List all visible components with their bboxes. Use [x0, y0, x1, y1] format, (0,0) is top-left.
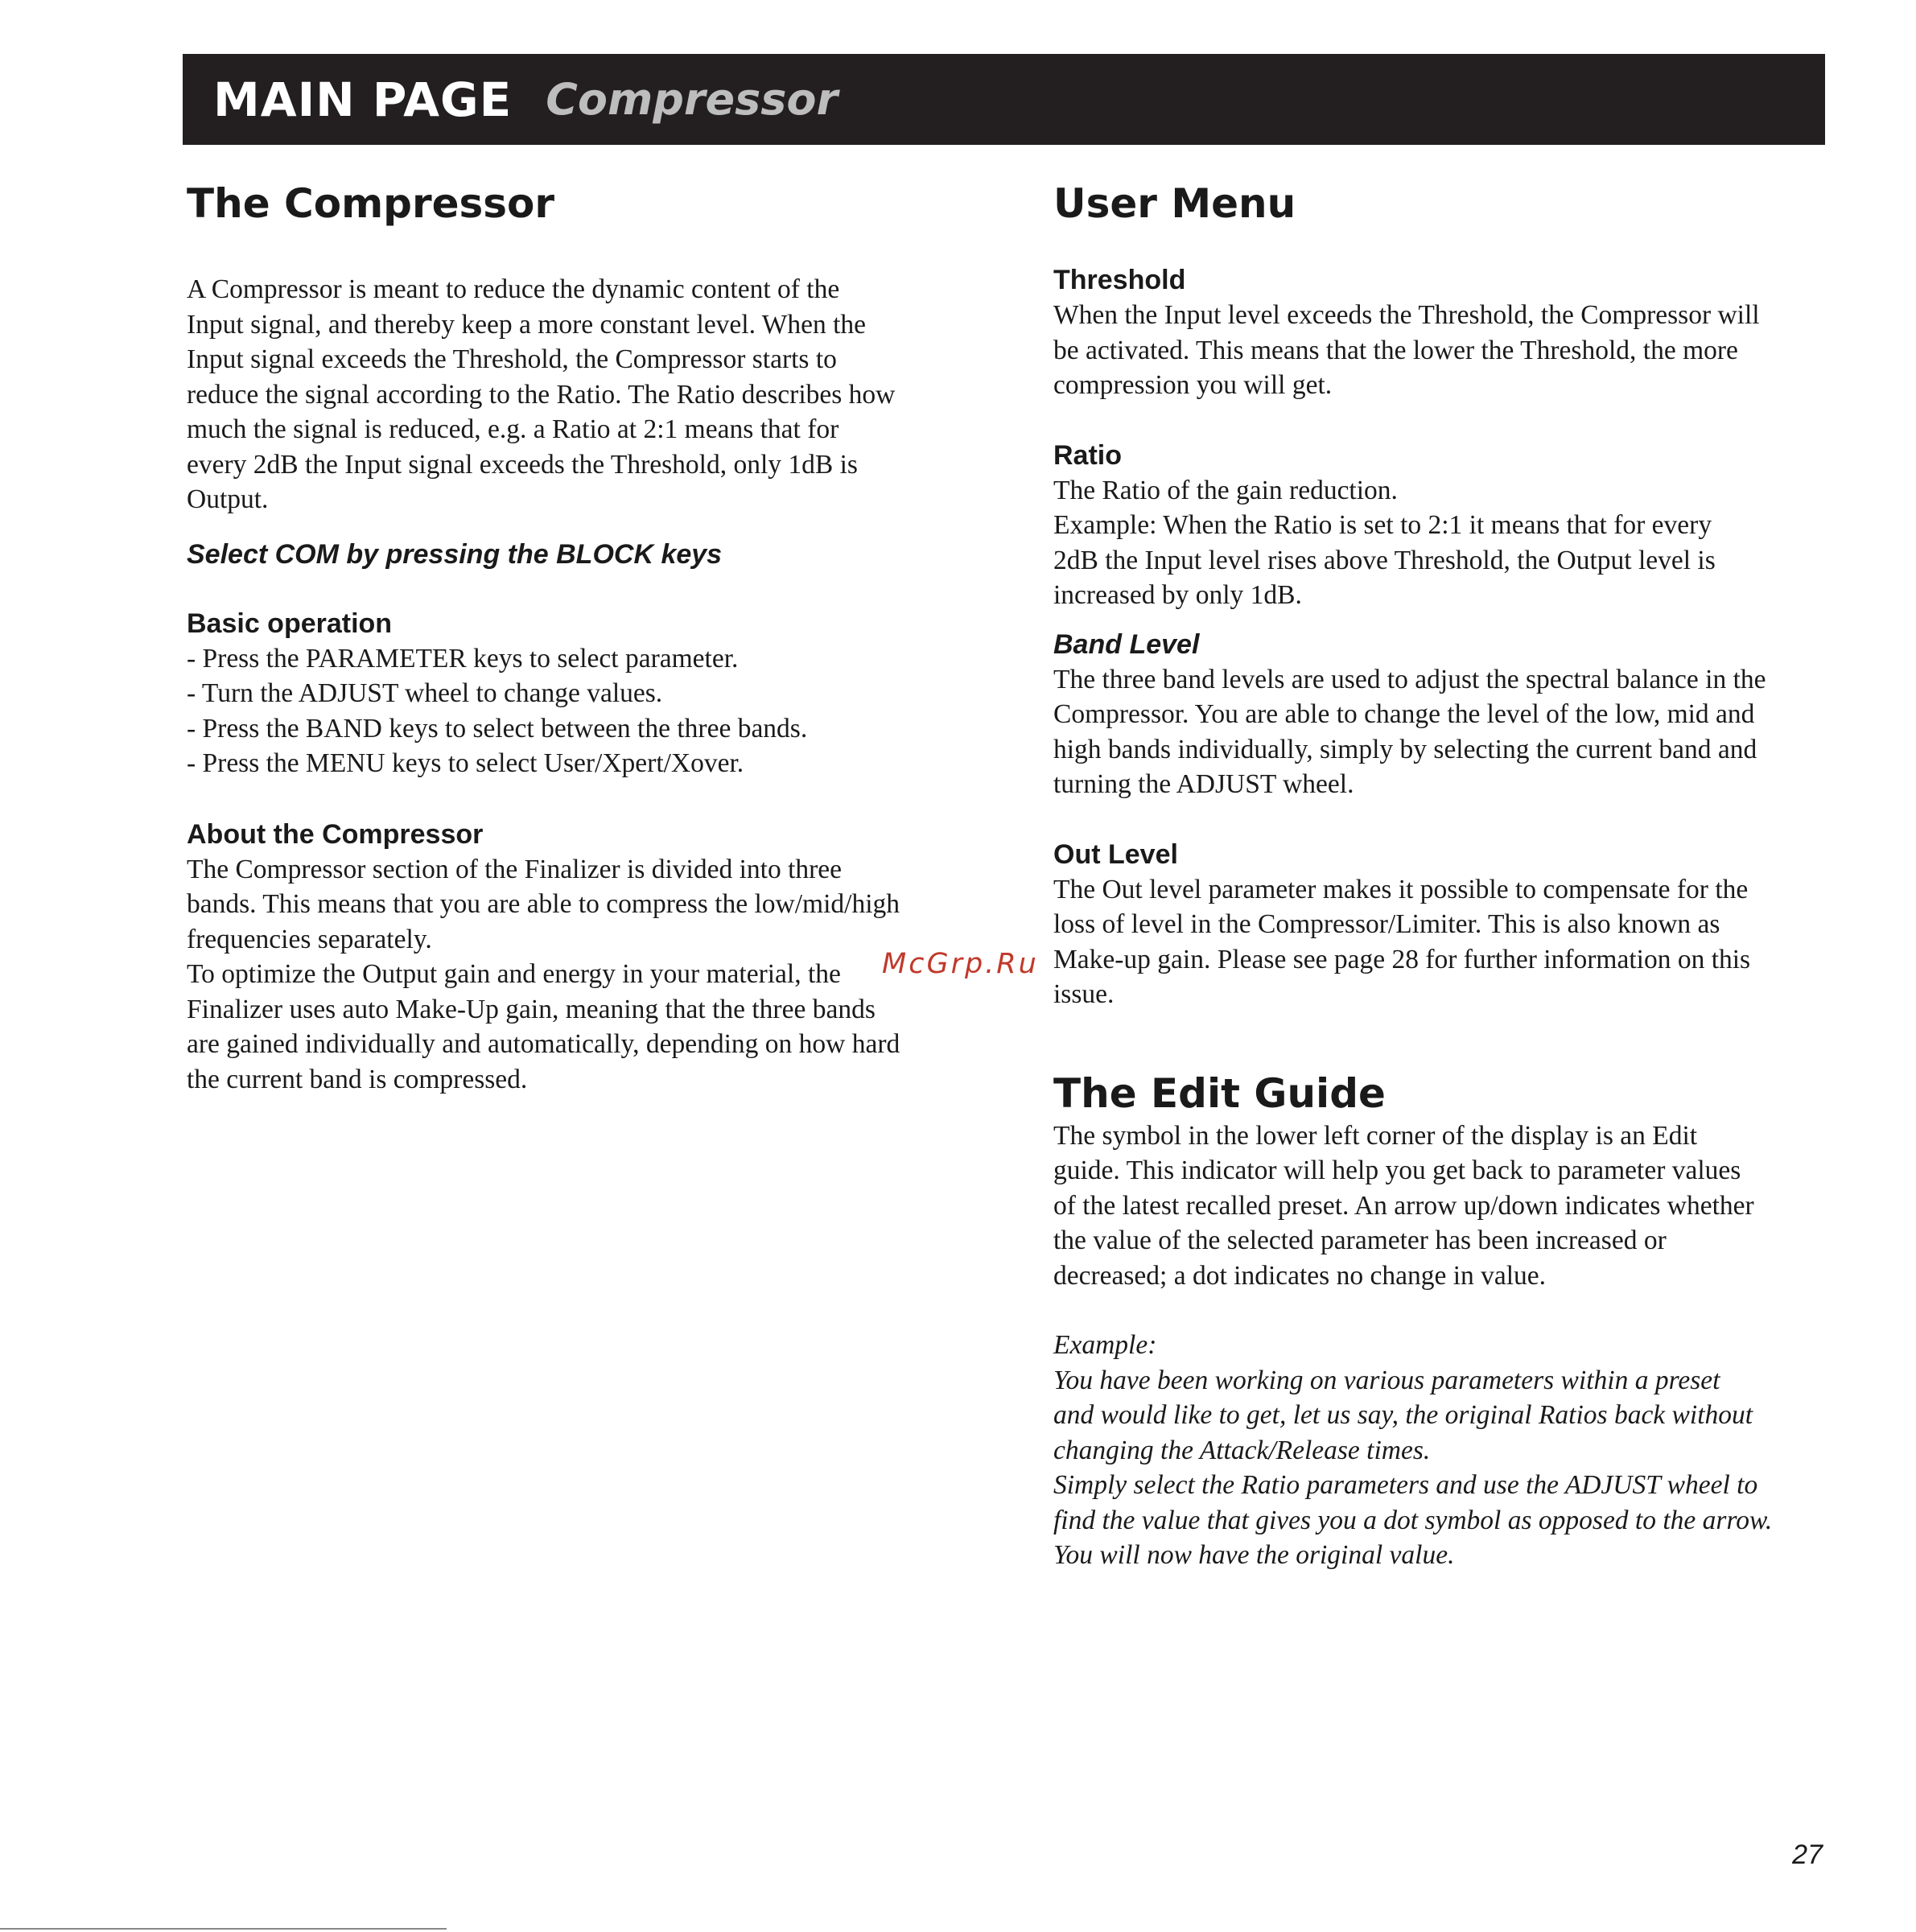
ratio-text	[1053, 473, 1842, 613]
text-line: Make-up gain. Please see page 28 for further information on this	[1053, 944, 1751, 974]
text-line: Finalizer uses auto Make-Up gain, meaning that the three bands	[187, 994, 876, 1024]
text-line: compression you will get.	[1053, 370, 1333, 400]
text-line: Input signal, and thereby keep a more constant level. When the	[187, 309, 867, 340]
text-line: The three band levels are used to adjust the spectral balance in the	[1053, 664, 1766, 694]
text-line: frequencies separately.	[187, 924, 432, 954]
out-level-title: Out Level	[1053, 838, 1178, 870]
list-item: - Turn the ADJUST wheel to change values.	[187, 678, 663, 708]
page-header-banner	[183, 54, 1825, 145]
text-line: The Ratio of the gain reduction.	[1053, 475, 1398, 505]
bottom-rule	[0, 1928, 447, 1930]
example-line: Simply select the Ratio parameters and use the ADJUST wheel to	[1053, 1470, 1758, 1500]
select-com-note: Select COM by pressing the BLOCK keys	[187, 538, 723, 570]
text-line: Input signal exceeds the Threshold, the Compressor starts to	[187, 344, 837, 374]
text-line: the value of the selected parameter has been increased or	[1053, 1226, 1667, 1255]
text-line: much the signal is reduced, e.g. a Ratio at 2:1 means that for	[187, 414, 839, 444]
edit-guide-text	[1053, 1118, 1842, 1294]
example-line: find the value that gives you a dot symbol as opposed to the arrow.	[1053, 1505, 1773, 1535]
text-line: Compressor. You are able to change the level of the low, mid and	[1053, 699, 1755, 729]
text-line: issue.	[1053, 979, 1115, 1009]
text-line: When the Input level exceeds the Threshold, the Compressor will	[1053, 300, 1760, 330]
right-column	[1053, 179, 1842, 1573]
text-line: be activated. This means that the lower the Threshold, the more	[1053, 335, 1738, 365]
text-line: To optimize the Output gain and energy in your material, the	[187, 959, 841, 989]
text-line: the current band is compressed.	[187, 1064, 528, 1094]
user-menu-heading: User Menu	[1053, 180, 1296, 227]
text-line: every 2dB the Input signal exceeds the Threshold, only 1dB is	[187, 449, 858, 480]
edit-guide-heading: The Edit Guide	[1053, 1069, 1386, 1117]
compressor-heading: The Compressor	[187, 180, 555, 227]
page-number: 27	[1792, 1839, 1823, 1870]
example-line: and would like to get, let us say, the original Ratios back without	[1053, 1400, 1753, 1430]
text-line: increased by only 1dB.	[1053, 580, 1302, 610]
text-line: are gained individually and automatically, depending on how hard	[187, 1029, 900, 1059]
text-line: A Compressor is meant to reduce the dynamic content of the	[187, 274, 840, 304]
threshold-text	[1053, 298, 1842, 403]
text-line: Output.	[187, 484, 269, 514]
threshold-title: Threshold	[1053, 265, 1186, 295]
text-line: reduce the signal according to the Ratio. The Ratio describes how	[187, 379, 896, 410]
compressor-intro	[187, 272, 991, 517]
list-item: - Press the PARAMETER keys to select parameter.	[187, 643, 739, 674]
example-line: You have been working on various parameters within a preset	[1053, 1365, 1720, 1395]
text-line: turning the ADJUST wheel.	[1053, 769, 1354, 799]
out-level-text	[1053, 872, 1842, 1012]
watermark: McGrp.Ru	[882, 948, 1039, 980]
text-line: guide. This indicator will help you get back to parameter values	[1053, 1155, 1741, 1185]
edit-guide-example	[1053, 1328, 1842, 1573]
basic-operation-title: Basic operation	[187, 608, 393, 639]
example-line: You will now have the original value.	[1053, 1540, 1455, 1570]
list-item: - Press the BAND keys to select between the three bands.	[187, 713, 808, 744]
left-column	[187, 179, 991, 1097]
text-line: high bands individually, simply by selecting the current band and	[1053, 734, 1757, 764]
text-line: loss of level in the Compressor/Limiter. This is also known as	[1053, 909, 1720, 939]
ratio-title: Ratio	[1053, 439, 1122, 471]
about-compressor-text	[187, 852, 991, 1098]
basic-operation-list	[187, 641, 991, 781]
band-level-text	[1053, 662, 1842, 802]
text-line: decreased; a dot indicates no change in value.	[1053, 1260, 1547, 1291]
text-line: of the latest recalled preset. An arrow up/down indicates whether	[1053, 1190, 1754, 1221]
example-line: Example:	[1053, 1330, 1157, 1360]
band-level-title: Band Level	[1053, 628, 1200, 660]
text-line: The symbol in the lower left corner of the display is an Edit	[1053, 1120, 1698, 1151]
text-line: 2dB the Input level rises above Threshold, the Output level is	[1053, 545, 1716, 575]
text-line: Example: When the Ratio is set to 2:1 it means that for every	[1053, 510, 1712, 540]
text-line: The Compressor section of the Finalizer is divided into three	[187, 854, 843, 884]
about-compressor-title: About the Compressor	[187, 818, 484, 850]
page-header-title: MAIN PAGE	[213, 72, 513, 127]
text-line: The Out level parameter makes it possible to compensate for the	[1053, 874, 1749, 904]
page-header-subtitle: Compressor	[546, 74, 839, 125]
example-line: changing the Attack/Release times.	[1053, 1435, 1431, 1465]
text-line: bands. This means that you are able to compress the low/mid/high	[187, 889, 900, 919]
list-item: - Press the MENU keys to select User/Xpert/Xover.	[187, 748, 744, 778]
